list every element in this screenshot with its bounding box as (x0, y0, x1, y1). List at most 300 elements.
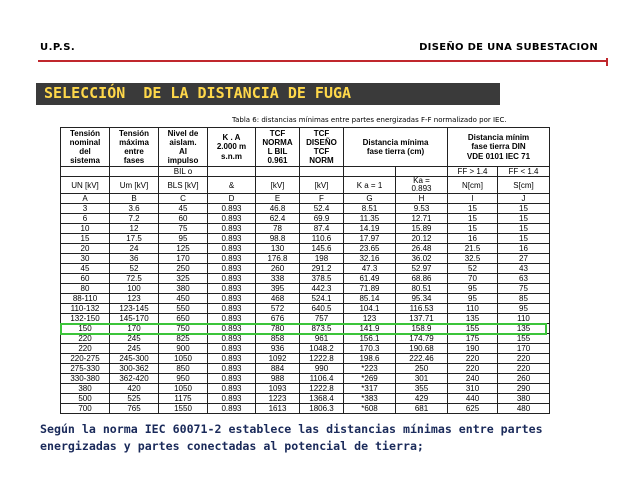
table-cell: 0.893 (208, 274, 256, 284)
table-cell: 17.97 (344, 234, 396, 244)
table-cell: 260 (256, 264, 300, 274)
table-cell: 0.893 (208, 354, 256, 364)
unit-cell: & (208, 177, 256, 194)
table-cell: 15 (61, 234, 110, 244)
table-cell: 250 (159, 264, 208, 274)
table-cell: 1050 (159, 384, 208, 394)
table-cell: 95 (159, 234, 208, 244)
table-cell: 220 (61, 334, 110, 344)
table-row (61, 334, 550, 344)
column-header-line: VDE 0101 IEC 71 (466, 151, 531, 161)
table-cell: 480 (498, 404, 550, 414)
column-header (61, 128, 110, 167)
column-header-line: TCF (269, 128, 286, 138)
table-cell: 85 (498, 294, 550, 304)
table-cell: 1222.8 (300, 384, 344, 394)
table-cell: 0.893 (208, 284, 256, 294)
table-cell: 110 (498, 314, 550, 324)
table-cell: 123 (110, 294, 159, 304)
table-cell: 290 (498, 384, 550, 394)
table-cell: 15 (498, 204, 550, 214)
table-cell: 95 (448, 294, 498, 304)
table-cell: 0.893 (208, 294, 256, 304)
table-cell: 0.893 (208, 334, 256, 344)
table-cell: 450 (159, 294, 208, 304)
subheader-cell (61, 167, 110, 177)
unit-cell: K a = 1 (344, 177, 396, 194)
table-row (61, 364, 550, 374)
table-cell: 61.49 (344, 274, 396, 284)
table-cell: 988 (256, 374, 300, 384)
table-cell: 17.5 (110, 234, 159, 244)
table-cell: 440 (448, 394, 498, 404)
table-cell: 858 (256, 334, 300, 344)
table-cell: 95 (448, 284, 498, 294)
table-cell: 550 (159, 304, 208, 314)
column-header-line: L BIL (267, 147, 288, 156)
table-cell: 68.86 (396, 274, 448, 284)
column-header (448, 128, 550, 167)
table-cell: 52.4 (300, 204, 344, 214)
table-cell: 198 (300, 254, 344, 264)
table-row (61, 294, 550, 304)
column-header (110, 128, 159, 167)
subheader-cell: FF > 1.4 (448, 167, 498, 177)
table-cell: *608 (344, 404, 396, 414)
table-cell: 11.35 (344, 214, 396, 224)
column-header-line: impulso (167, 156, 199, 166)
subheader-cell: BIL o (159, 167, 208, 177)
table-cell: 190.68 (396, 344, 448, 354)
table-cell: *383 (344, 394, 396, 404)
column-header-line: aislam. (169, 137, 197, 147)
table-cell: *223 (344, 364, 396, 374)
table-cell: 222.46 (396, 354, 448, 364)
table-row (61, 384, 550, 394)
table-cell: 380 (498, 394, 550, 404)
subheader-cell (396, 167, 448, 177)
table-cell: 30 (61, 254, 110, 264)
table-cell: *269 (344, 374, 396, 384)
table-cell: 145.6 (300, 244, 344, 254)
table-cell: 950 (159, 374, 208, 384)
table-cell: 245 (110, 344, 159, 354)
table-cell: 220 (498, 354, 550, 364)
table-cell: 245 (110, 334, 159, 344)
table-cell: 155 (448, 324, 498, 334)
table-row (61, 264, 550, 274)
table-cell: 338 (256, 274, 300, 284)
table-cell: 125 (159, 244, 208, 254)
table-cell: 990 (300, 364, 344, 374)
column-header (300, 128, 344, 167)
table-cell: 135 (498, 324, 550, 334)
table-cell: 0.893 (208, 214, 256, 224)
table-cell: 27 (498, 254, 550, 264)
table-cell: 21.5 (448, 244, 498, 254)
table-cell: 676 (256, 314, 300, 324)
table-cell: 63 (498, 274, 550, 284)
table-cell: 104.1 (344, 304, 396, 314)
table-cell: 15 (448, 224, 498, 234)
table-cell: 16 (498, 244, 550, 254)
table-cell: 95.34 (396, 294, 448, 304)
table-cell: 43 (498, 264, 550, 274)
table-cell: 45 (159, 204, 208, 214)
table-cell: 765 (110, 404, 159, 414)
table-cell: 0.893 (208, 224, 256, 234)
table-cell: 260 (498, 374, 550, 384)
table-cell: 52.97 (396, 264, 448, 274)
table-subheader-row (61, 167, 550, 177)
column-header-line: Distancia mínim (467, 133, 530, 143)
table-cell: 780 (256, 324, 300, 334)
table-cell: 300-362 (110, 364, 159, 374)
table-cell: 275-330 (61, 364, 110, 374)
table-cell: 936 (256, 344, 300, 354)
table-cell: 0.893 (208, 254, 256, 264)
table-cell: 60 (61, 274, 110, 284)
table-cell: 123-145 (110, 304, 159, 314)
column-header-line: AI (179, 147, 187, 156)
table-cell: 525 (110, 394, 159, 404)
table-cell: 220 (498, 364, 550, 374)
table-cell: 24 (110, 244, 159, 254)
table-cell: 176.8 (256, 254, 300, 264)
column-letter-cell: G (344, 194, 396, 204)
table-cell: 62.4 (256, 214, 300, 224)
table-cell: 757 (300, 314, 344, 324)
table-cell: 1050 (159, 354, 208, 364)
table-cell: 150 (61, 324, 110, 334)
table-row (61, 354, 550, 364)
header-divider-tick (606, 58, 608, 66)
subheader-cell (256, 167, 300, 177)
table-cell: 175 (448, 334, 498, 344)
table-cell: 395 (256, 284, 300, 294)
column-header-line: fases (123, 156, 145, 166)
unit-cell: [kV] (256, 177, 300, 194)
table-cell: 45 (61, 264, 110, 274)
table-cell: 1222.8 (300, 354, 344, 364)
section-banner (36, 83, 500, 105)
distance-table-wrapper (60, 127, 549, 414)
subheader-cell (110, 167, 159, 177)
table-row (61, 304, 550, 314)
unit-cell: Um [kV] (110, 177, 159, 194)
table-caption: Tabla 6: distancias mínimas entre partes energizadas F-F normalizado por IEC. (232, 116, 507, 124)
table-cell: 0.893 (208, 204, 256, 214)
table-cell: 100 (110, 284, 159, 294)
table-cell: 155 (498, 334, 550, 344)
unit-cell: [kV] (300, 177, 344, 194)
table-cell: 0.893 (208, 264, 256, 274)
table-letters-row (61, 194, 550, 204)
column-letter-cell: H (396, 194, 448, 204)
table-cell: 6 (61, 214, 110, 224)
column-header (344, 128, 448, 167)
column-header-line: 0.961 (267, 156, 288, 166)
subheader-cell: FF < 1.4 (498, 167, 550, 177)
table-cell: 158.9 (396, 324, 448, 334)
table-cell: 156.1 (344, 334, 396, 344)
table-cell: 1223 (256, 394, 300, 404)
unit-cell: Ka = 0.893 (396, 177, 448, 194)
column-letter-cell: C (159, 194, 208, 204)
table-cell: 640.5 (300, 304, 344, 314)
table-cell: 14.19 (344, 224, 396, 234)
subheader-cell (208, 167, 256, 177)
table-row (61, 254, 550, 264)
column-letter-cell: E (256, 194, 300, 204)
unit-cell: S[cm] (498, 177, 550, 194)
table-cell: 36 (110, 254, 159, 264)
table-cell: 135 (448, 314, 498, 324)
table-cell: *317 (344, 384, 396, 394)
table-cell: 69.9 (300, 214, 344, 224)
table-cell: 1048.2 (300, 344, 344, 354)
table-cell: 47.3 (344, 264, 396, 274)
table-row (61, 394, 550, 404)
table-cell: 110-132 (61, 304, 110, 314)
table-cell: 850 (159, 364, 208, 374)
table-cell: 0.893 (208, 234, 256, 244)
table-cell: 291.2 (300, 264, 344, 274)
table-cell: 32.5 (448, 254, 498, 264)
column-letter-cell: A (61, 194, 110, 204)
column-letter-cell: F (300, 194, 344, 204)
table-cell: 442.3 (300, 284, 344, 294)
table-cell: 12.71 (396, 214, 448, 224)
table-header-row (61, 128, 550, 167)
table-cell: 362-420 (110, 374, 159, 384)
table-cell: 20.12 (396, 234, 448, 244)
table-cell: 325 (159, 274, 208, 284)
table-cell: 174.79 (396, 334, 448, 344)
header-divider (38, 60, 608, 62)
table-cell: 0.893 (208, 384, 256, 394)
column-letter-cell: J (498, 194, 550, 204)
table-cell: 85.14 (344, 294, 396, 304)
column-header-line: TCF (313, 147, 330, 156)
table-cell: 46.8 (256, 204, 300, 214)
table-cell: 625 (448, 404, 498, 414)
table-cell: 0.893 (208, 324, 256, 334)
column-header (208, 128, 256, 167)
table-row (61, 224, 550, 234)
table-cell: 75 (498, 284, 550, 294)
column-header-line: máxima (119, 137, 149, 147)
table-cell: 1806.3 (300, 404, 344, 414)
table-cell: 572 (256, 304, 300, 314)
section-title: SELECCIÓN DE LA DISTANCIA DE FUGA (44, 84, 352, 102)
table-row (61, 214, 550, 224)
table-cell: 12 (110, 224, 159, 234)
table-cell: 884 (256, 364, 300, 374)
column-header-line: fase tierra DIN (471, 142, 526, 152)
table-cell: 20 (61, 244, 110, 254)
column-letter-cell: D (208, 194, 256, 204)
column-header-line: NORM (309, 156, 334, 166)
table-cell: 0.893 (208, 374, 256, 384)
table-cell: 1175 (159, 394, 208, 404)
table-row (61, 204, 550, 214)
unit-cell: N[cm] (448, 177, 498, 194)
column-header-line: Tensión (118, 128, 150, 138)
table-cell: 78 (256, 224, 300, 234)
column-header-line: 2.000 m (216, 142, 247, 152)
table-cell: 170.3 (344, 344, 396, 354)
table-cell: 15.89 (396, 224, 448, 234)
table-cell: 130 (256, 244, 300, 254)
table-cell: 825 (159, 334, 208, 344)
table-cell: 380 (61, 384, 110, 394)
column-header-line: Distancia mínima (362, 137, 429, 147)
column-header (159, 128, 208, 167)
column-header-line: sistema (70, 156, 100, 166)
table-row (61, 274, 550, 284)
column-header-line: TCF (313, 128, 330, 138)
header-left-label: U.P.S. (40, 42, 76, 53)
table-row (61, 374, 550, 384)
column-header-line: DISEÑO (306, 137, 337, 147)
table-cell: 220 (61, 344, 110, 354)
table-cell: 1106.4 (300, 374, 344, 384)
table-cell: 141.9 (344, 324, 396, 334)
column-header-line: entre (124, 147, 144, 156)
table-cell: 32.16 (344, 254, 396, 264)
table-cell: 23.65 (344, 244, 396, 254)
table-cell: 88-110 (61, 294, 110, 304)
table-cell: 378.5 (300, 274, 344, 284)
table-cell: 961 (300, 334, 344, 344)
table-cell: 245-300 (110, 354, 159, 364)
table-cell: 8.51 (344, 204, 396, 214)
table-cell: 95 (498, 304, 550, 314)
table-cell: 500 (61, 394, 110, 404)
table-cell: 71.89 (344, 284, 396, 294)
table-cell: 70 (448, 274, 498, 284)
table-cell: 0.893 (208, 364, 256, 374)
table-cell: 468 (256, 294, 300, 304)
table-cell: 132-150 (61, 314, 110, 324)
unit-cell: UN [kV] (61, 177, 110, 194)
table-cell: 0.893 (208, 404, 256, 414)
column-header-line: K . A (222, 133, 241, 143)
table-cell: 75 (159, 224, 208, 234)
table-cell: 170 (498, 344, 550, 354)
table-cell: 110 (448, 304, 498, 314)
table-cell: 0.893 (208, 314, 256, 324)
table-cell: 355 (396, 384, 448, 394)
column-header-line: Tensión (69, 128, 101, 138)
table-cell: 0.893 (208, 344, 256, 354)
table-cell: 10 (61, 224, 110, 234)
table-cell: 380 (159, 284, 208, 294)
table-cell: 310 (448, 384, 498, 394)
table-cell: 198.6 (344, 354, 396, 364)
table-cell: 301 (396, 374, 448, 384)
subheader-cell (300, 167, 344, 177)
table-cell: 330-380 (61, 374, 110, 384)
table-cell: 16 (448, 234, 498, 244)
table-cell: 420 (110, 384, 159, 394)
column-header-line: del (79, 147, 91, 156)
table-cell: 26.48 (396, 244, 448, 254)
header-right-title: DISEÑO DE UNA SUBESTACION (419, 42, 598, 53)
table-cell: 650 (159, 314, 208, 324)
subheader-cell (344, 167, 396, 177)
table-cell: 750 (159, 324, 208, 334)
table-cell: 110.6 (300, 234, 344, 244)
table-cell: 1368.4 (300, 394, 344, 404)
table-cell: 7.2 (110, 214, 159, 224)
table-cell: 80 (61, 284, 110, 294)
table-cell: 873.5 (300, 324, 344, 334)
table-cell: 87.4 (300, 224, 344, 234)
table-row (61, 234, 550, 244)
column-letter-cell: B (110, 194, 159, 204)
table-cell: 52 (110, 264, 159, 274)
table-cell: 429 (396, 394, 448, 404)
table-cell: 80.51 (396, 284, 448, 294)
column-header-line: Nivel de (167, 128, 199, 138)
table-cell: 0.893 (208, 244, 256, 254)
column-header-line: fase tierra (cm) (366, 147, 425, 156)
table-cell: 0.893 (208, 304, 256, 314)
table-units-row (61, 177, 550, 194)
body-paragraph: Según la norma IEC 60071-2 establece las distancias mínimas entre partes energizadas y partes conectadas al potencial de tierra; (40, 422, 543, 453)
table-cell: 524.1 (300, 294, 344, 304)
table-cell: 170 (159, 254, 208, 264)
table-cell: 240 (448, 374, 498, 384)
table-cell: 123 (344, 314, 396, 324)
table-cell: 72.5 (110, 274, 159, 284)
column-letter-cell: I (448, 194, 498, 204)
table-row (61, 244, 550, 254)
column-header-line: nominal (69, 137, 101, 147)
column-header-line: s.n.m (221, 151, 242, 161)
table-cell: 3.6 (110, 204, 159, 214)
table-cell: 116.53 (396, 304, 448, 314)
table-cell: 0.893 (208, 394, 256, 404)
table-cell: 15 (448, 214, 498, 224)
table-cell: 1093 (256, 384, 300, 394)
table-cell: 15 (498, 214, 550, 224)
table-cell: 220 (448, 364, 498, 374)
column-header (256, 128, 300, 167)
table-cell: 137.71 (396, 314, 448, 324)
table-cell: 3 (61, 204, 110, 214)
table-cell: 700 (61, 404, 110, 414)
table-cell: 15 (498, 224, 550, 234)
table-cell: 52 (448, 264, 498, 274)
table-row (61, 284, 550, 294)
table-cell: 145-170 (110, 314, 159, 324)
table-cell: 250 (396, 364, 448, 374)
table-cell: 170 (110, 324, 159, 334)
highlighted-row-frame (60, 323, 547, 335)
table-cell: 220 (448, 354, 498, 364)
table-cell: 681 (396, 404, 448, 414)
table-cell: 190 (448, 344, 498, 354)
distance-table (60, 127, 550, 414)
table-cell: 15 (448, 204, 498, 214)
table-cell: 36.02 (396, 254, 448, 264)
table-row (61, 344, 550, 354)
table-cell: 220-275 (61, 354, 110, 364)
table-cell: 60 (159, 214, 208, 224)
